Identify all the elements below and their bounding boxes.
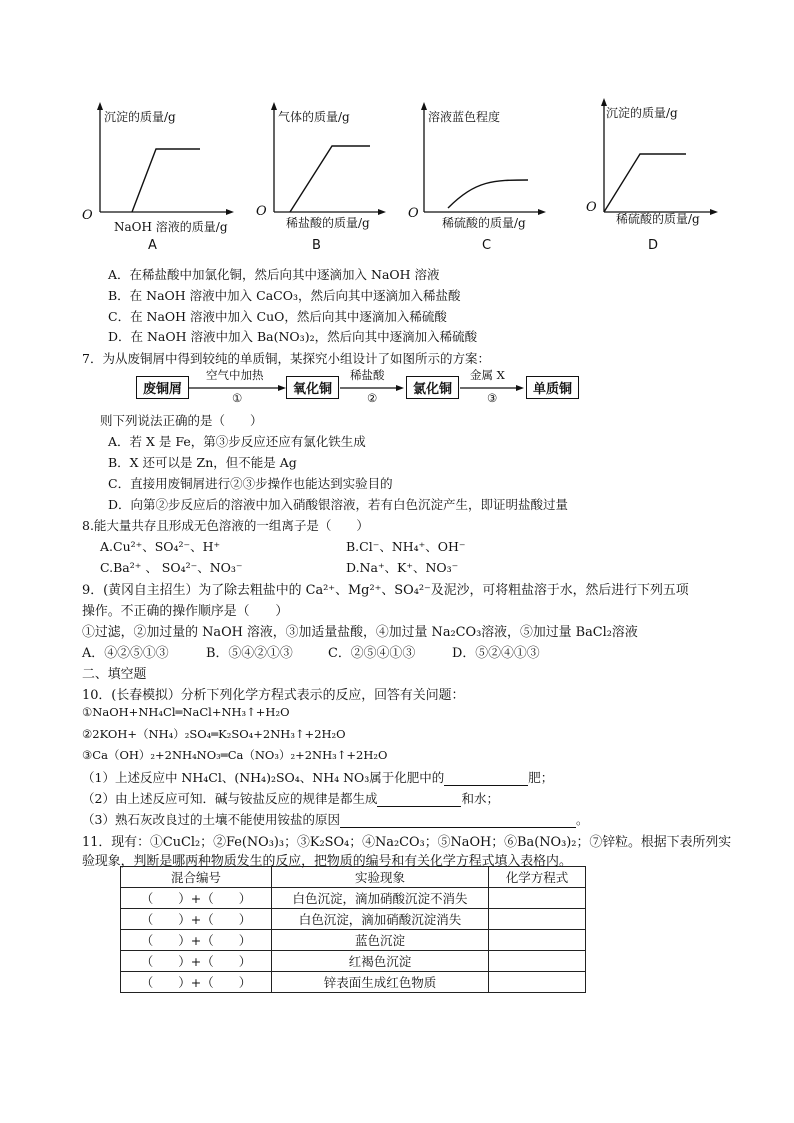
- graph-c-origin: O: [408, 206, 419, 221]
- q11-table-header: [121, 867, 586, 888]
- q9-option-a: A．④②⑤①③: [82, 646, 169, 661]
- table-row: [121, 972, 586, 993]
- q11-header-phenomenon: 实验现象: [272, 867, 489, 888]
- q7-option-d: D．向第②步反应后的溶液中加入硝酸银溶液，若有白色沉淀产生，即证明盐酸过量: [108, 497, 569, 512]
- q7-option-c: C．直接用废铜屑进行②③步操作也能达到实验目的: [108, 476, 393, 491]
- q11-row-1-phenomenon: 白色沉淀，滴加硝酸沉淀不消失: [272, 888, 489, 909]
- q11-row-1-mix[interactable]: （ ）+（ ）: [121, 888, 272, 909]
- q8-stem: 8.能大量共存且形成无色溶液的一组离子是（ ）: [82, 518, 369, 533]
- q10-stem: 10．(长春模拟）分析下列化学方程式表示的反应，回答有关问题：: [82, 688, 465, 703]
- q7-question: 则下列说法正确的是（ ）: [100, 413, 263, 428]
- graph-d-origin: O: [586, 200, 597, 215]
- q10-sub1-blank[interactable]: [444, 770, 528, 786]
- flow-arrow-2-step: ②: [367, 391, 378, 405]
- flow-box-copper-chloride: 氯化铜: [406, 376, 459, 399]
- q11-line2: 验现象，判断是哪两种物质发生的反应，把物质的编号和有关化学方程式填入表格内。: [82, 854, 572, 869]
- q11-row-4-mix[interactable]: （ ）+（ ）: [121, 951, 272, 972]
- q8-option-a: A.Cu²⁺、SO₄²⁻、H⁺: [100, 539, 221, 554]
- q11-row-4-phenomenon: 红褐色沉淀: [272, 951, 489, 972]
- q11-row-3-equation[interactable]: [489, 930, 586, 951]
- graph-b-origin: O: [256, 204, 267, 219]
- flow-box-copper-oxide: 氧化铜: [286, 376, 339, 399]
- graph-d-xlabel: 稀硫酸的质量/g: [616, 212, 700, 226]
- table-row: [121, 909, 586, 930]
- flow-box-scrap-copper: 废铜屑: [136, 376, 189, 399]
- flow-arrow-3-label: 金属 X: [470, 368, 505, 382]
- q11-header-equation: 化学方程式: [489, 867, 586, 888]
- graph-c-ylabel: 溶液蓝色程度: [428, 110, 501, 124]
- flow-arrow-3-step: ③: [487, 391, 498, 405]
- q10-sub3-blank[interactable]: [340, 812, 576, 828]
- q6-option-c: C．在 NaOH 溶液中加入 CuO，然后向其中逐滴加入稀硫酸: [108, 309, 447, 324]
- q9-option-d: D．⑤②④①③: [452, 646, 540, 661]
- q9-option-b: B．⑤④②①③: [206, 646, 293, 661]
- q10-sub3-text: （3）熟石灰改良过的土壤不能使用铵盐的原因: [82, 812, 340, 827]
- q10-sub2: [82, 789, 499, 807]
- q6-option-b: B．在 NaOH 溶液中加入 CaCO₃，然后向其中逐滴加入稀盐酸: [108, 288, 461, 303]
- section-fill-in-title: 二、填空题: [82, 667, 147, 682]
- q10-sub1-suffix: 肥；: [528, 770, 554, 785]
- q11-row-2-mix[interactable]: （ ）+（ ）: [121, 909, 272, 930]
- q8-option-b: B.Cl⁻、NH₄⁺、OH⁻: [346, 539, 466, 554]
- graph-b-ylabel: 气体的质量/g: [278, 110, 350, 124]
- q6-option-a: A．在稀盐酸中加氯化铜，然后向其中逐滴加入 NaOH 溶液: [108, 267, 440, 282]
- graph-a-ylabel: 沉淀的质量/g: [104, 110, 176, 124]
- flow-arrow-2-label: 稀盐酸: [350, 368, 385, 382]
- table-row: [121, 930, 586, 951]
- q11-row-3-mix[interactable]: （ ）+（ ）: [121, 930, 272, 951]
- q9-line3: ①过滤，②加过量的 NaOH 溶液，③加适量盐酸，④加过量 Na₂CO₃溶液，⑤加过量 BaCl₂溶液: [82, 625, 638, 640]
- q11-row-2-phenomenon: 白色沉淀，滴加硝酸沉淀消失: [272, 909, 489, 930]
- graph-b-xlabel: 稀盐酸的质量/g: [286, 216, 370, 230]
- q7-option-a: A．若 X 是 Fe，第③步反应还应有氯化铁生成: [108, 434, 366, 449]
- graph-d-letter: D: [648, 238, 659, 253]
- table-row: [121, 951, 586, 972]
- q11-row-5-equation[interactable]: [489, 972, 586, 993]
- q7-option-b: B．X 还可以是 Zn，但不能是 Ag: [108, 455, 297, 470]
- q10-sub1: [82, 768, 553, 786]
- q11-line1: 11．现有：①CuCl₂；②Fe(NO₃)₃；③K₂SO₄；④Na₂CO₃；⑤NaOH；⑥Ba(NO₃)₂；⑦锌粒。根据下表所列实: [82, 835, 732, 850]
- q9-option-c: C．②⑤④①③: [328, 646, 416, 661]
- graph-a-letter: A: [148, 238, 157, 253]
- q11-row-3-phenomenon: 蓝色沉淀: [272, 930, 489, 951]
- flow-arrow-1-step: ①: [232, 391, 243, 405]
- graph-d-ylabel: 沉淀的质量/g: [606, 106, 678, 120]
- q7-stem: 7．为从废铜屑中得到较纯的单质铜，某探究小组设计了如图所示的方案：: [82, 351, 490, 366]
- q9-line1: 9．(黄冈自主招生）为了除去粗盐中的 Ca²⁺、Mg²⁺、SO₄²⁻及泥沙，可将粗盐溶于水，然后进行下列五项: [82, 583, 689, 598]
- graph-c-xlabel: 稀硫酸的质量/g: [442, 216, 526, 230]
- graph-a-origin: O: [82, 208, 93, 223]
- graph-c-letter: C: [482, 238, 492, 253]
- q9-line2: 操作。不正确的操作顺序是（ ）: [82, 604, 289, 619]
- q10-sub2-blank[interactable]: [377, 791, 461, 807]
- q6-option-d: D．在 NaOH 溶液中加入 Ba(NO₃)₂，然后向其中逐滴加入稀硫酸: [108, 329, 478, 344]
- graph-a-xlabel: NaOH 溶液的质量/g: [114, 220, 228, 234]
- q10-equation-2: ②2KOH+（NH₄）₂SO₄═K₂SO₄+2NH₃↑+2H₂O: [82, 727, 346, 741]
- q10-equation-1: ①NaOH+NH₄Cl═NaCl+NH₃↑+H₂O: [82, 705, 290, 719]
- q11-row-5-phenomenon: 锌表面生成红色物质: [272, 972, 489, 993]
- q11-header-mix: 混合编号: [121, 867, 272, 888]
- q11-row-1-equation[interactable]: [489, 888, 586, 909]
- q11-row-2-equation[interactable]: [489, 909, 586, 930]
- flow-box-copper: 单质铜: [526, 376, 579, 399]
- q10-sub2-text: （2）由上述反应可知．碱与铵盐反应的规律是都生成: [82, 791, 378, 806]
- q10-sub2-suffix: 和水；: [461, 791, 499, 806]
- flow-arrow-1-label: 空气中加热: [206, 368, 264, 382]
- table-row: [121, 888, 586, 909]
- q8-option-d: D.Na⁺、K⁺、NO₃⁻: [346, 560, 459, 575]
- q10-equation-3: ③Ca（OH）₂+2NH₄NO₃═Ca（NO₃）₂+2NH₃↑+2H₂O: [82, 748, 388, 762]
- graph-b-letter: B: [312, 238, 321, 253]
- q8-option-c: C.Ba²⁺ 、 SO₄²⁻、NO₃⁻: [100, 560, 243, 575]
- q11-row-4-equation[interactable]: [489, 951, 586, 972]
- q10-sub3: [82, 810, 588, 828]
- q10-sub3-suffix: 。: [575, 812, 589, 827]
- q10-sub1-text: （1）上述反应中 NH₄Cl、(NH₄)₂SO₄、NH₄ NO₃属于化肥中的: [82, 770, 445, 785]
- q11-row-5-mix[interactable]: （ ）+（ ）: [121, 972, 272, 993]
- q11-table: [120, 866, 586, 993]
